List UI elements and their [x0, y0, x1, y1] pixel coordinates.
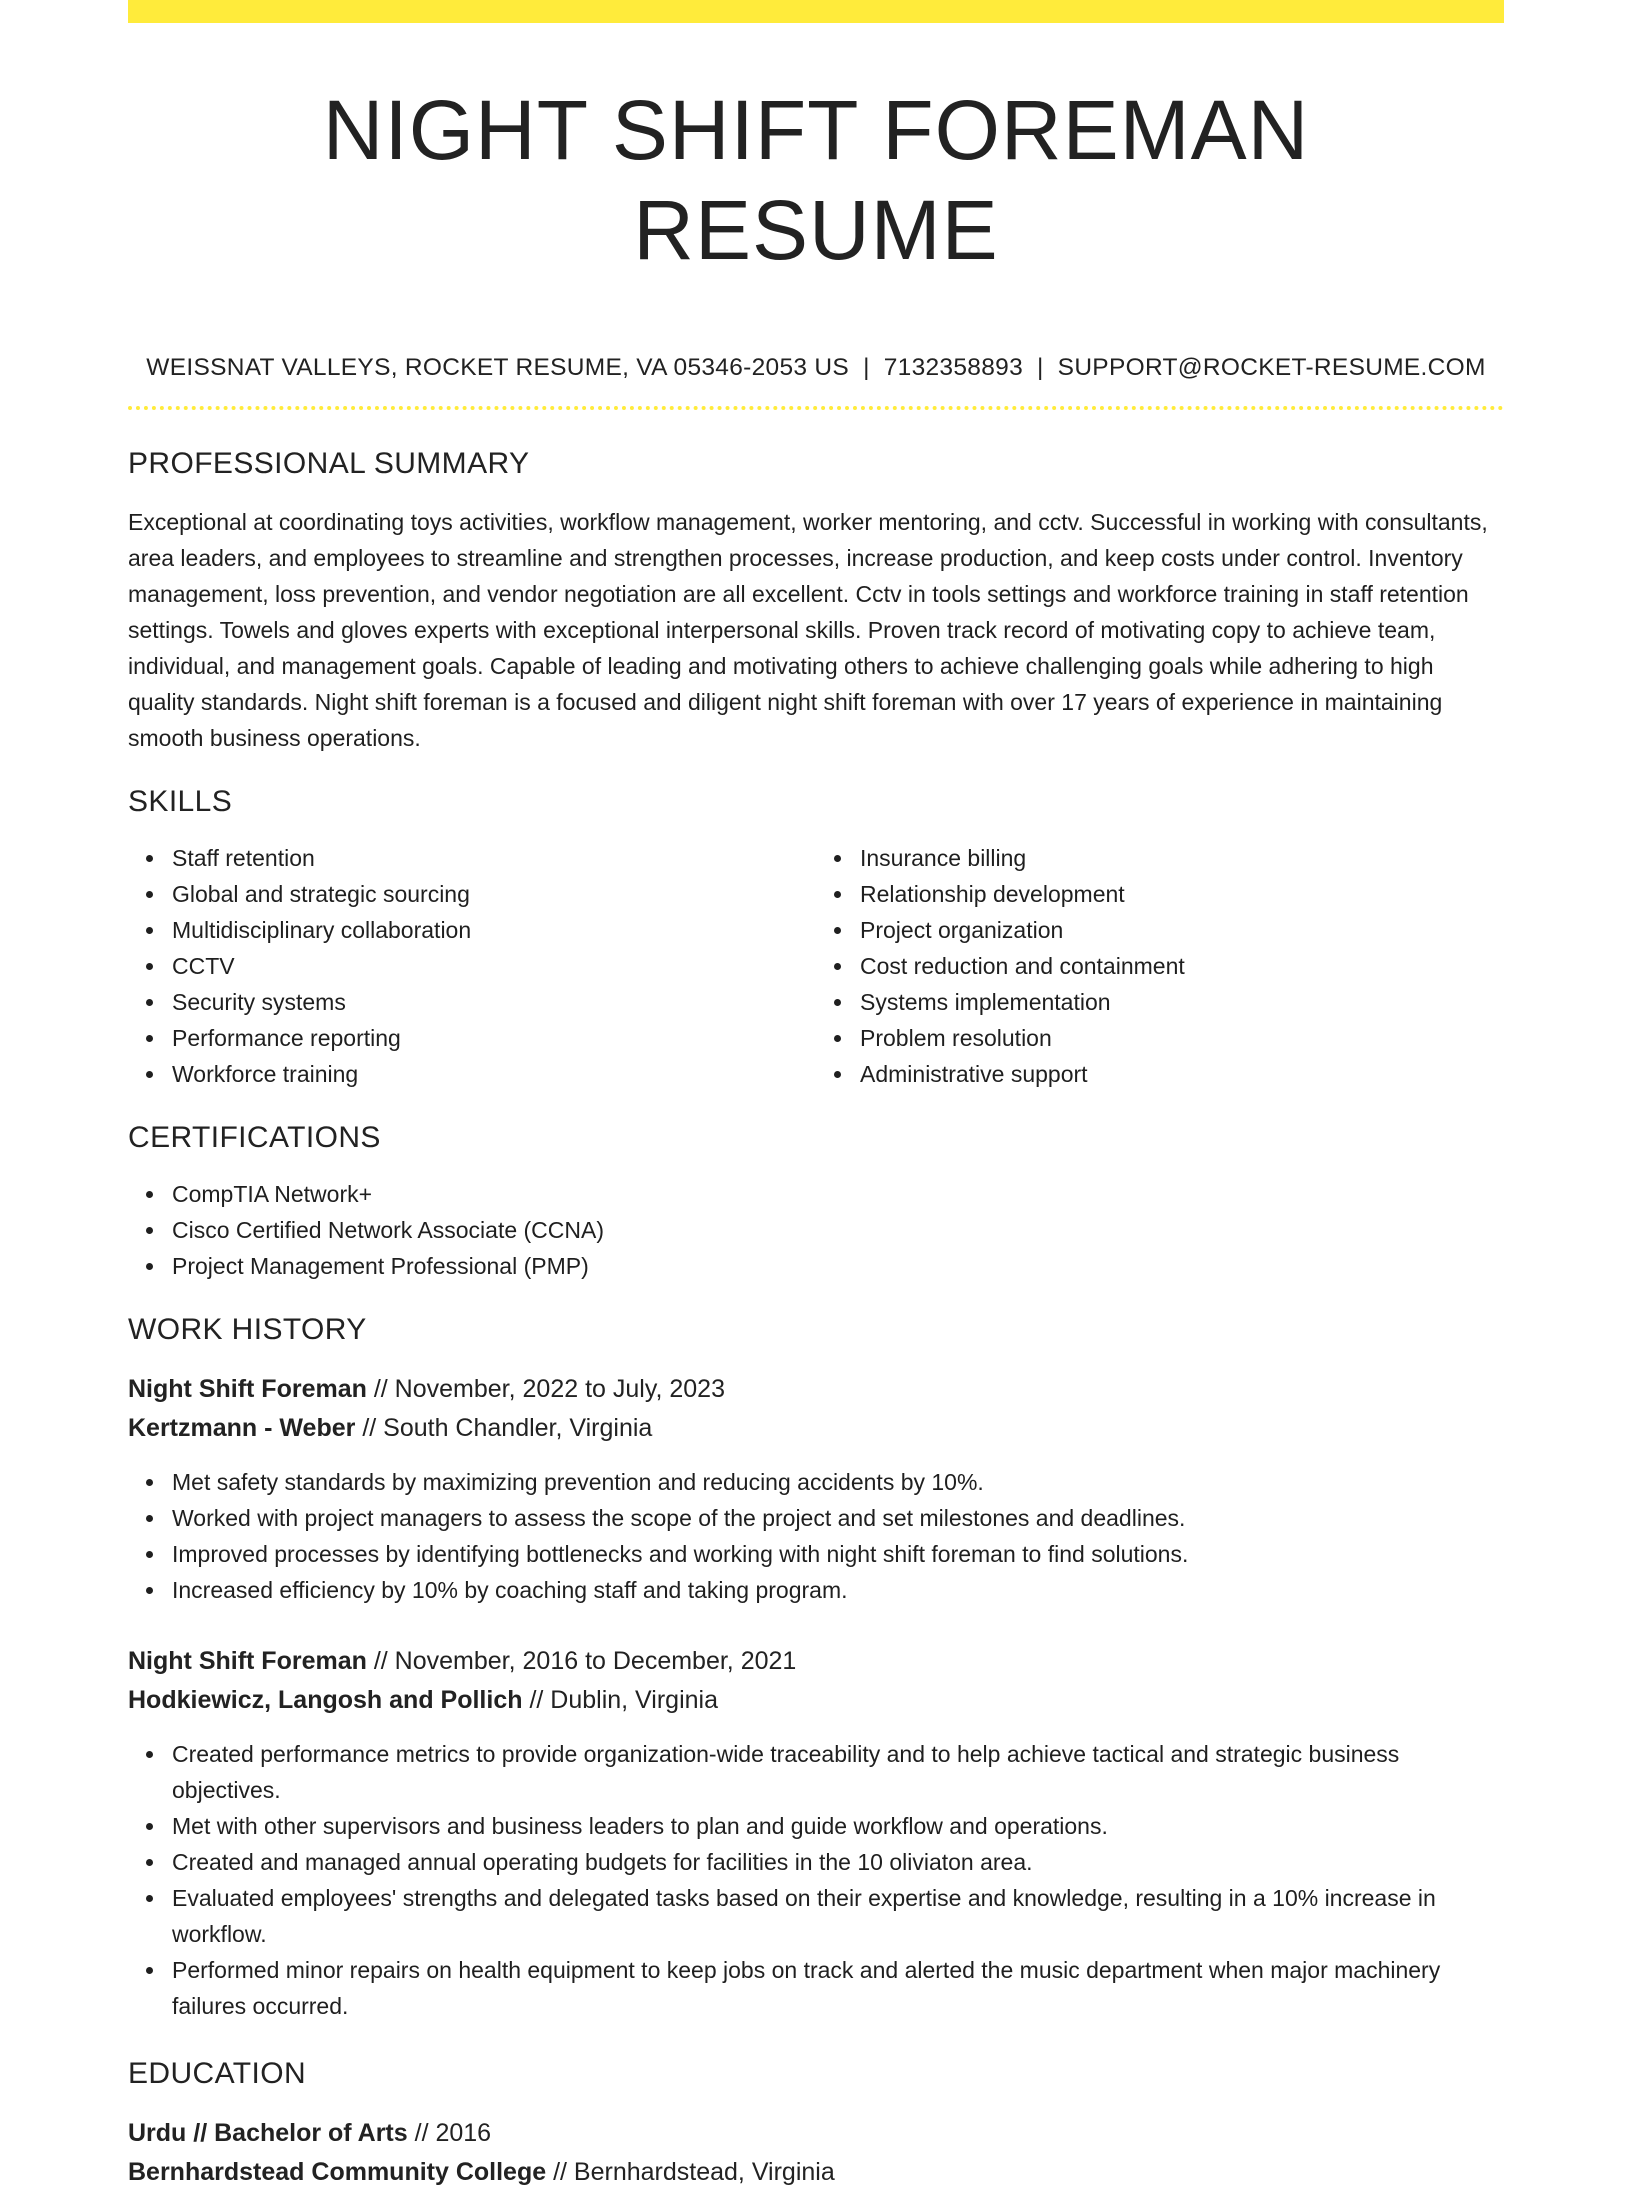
job-location: // Dublin, Virginia [529, 1686, 718, 1714]
job-bullet: Performed minor repairs on health equipment to keep jobs on track and alerted the music department when major machinery failures occurred. [172, 1952, 1504, 2024]
resume-content [128, 0, 1504, 2192]
skills-list-left [128, 840, 816, 1092]
job-bullet: Created and managed annual operating budgets for facilities in the 10 oliviaton area. [172, 1844, 1504, 1880]
section-heading-education: EDUCATION [128, 2057, 307, 2090]
job-bullet: Worked with project managers to assess the scope of the project and set milestones and deadlines. [172, 1500, 1504, 1536]
job-dates: // November, 2022 to July, 2023 [373, 1375, 725, 1403]
job-company-line [128, 1681, 1504, 1720]
resume-title: NIGHT SHIFT FOREMAN RESUME [322, 83, 1310, 277]
skill-item: Systems implementation [860, 984, 1504, 1020]
job-location: // South Chandler, Virginia [362, 1414, 653, 1442]
section-heading-certifications: CERTIFICATIONS [128, 1121, 381, 1154]
skill-item: Problem resolution [860, 1020, 1504, 1056]
education-degree: Urdu // Bachelor of Arts [128, 2119, 408, 2147]
contact-phone[interactable]: 7132358893 [883, 354, 1023, 381]
summary-text: Exceptional at coordinating toys activities, workflow management, worker mentoring, and cctv. Successful in working with consultants, area leaders, and employees to streamline and strengthen processes, increase production, and keep costs under control. Inventory management, loss prevention, and vendor negotiation are all excellent. Cctv in tools settings and workforce training in staff retention settings. Towels and gloves experts with exceptional interpersonal skills. Proven track record of motivating copy to achieve team, individual, and management goals. Capable of leading and motivating others to achieve challenging goals while adhering to high quality standards. Night shift foreman is a focused and diligent night shift foreman with over 17 years of experience in maintaining smooth business operations. [128, 509, 1488, 751]
skill-item: Insurance billing [860, 840, 1504, 876]
job-title-line [128, 1642, 1504, 1681]
skills-list-right [816, 840, 1504, 1092]
job-bullet: Created performance metrics to provide organization-wide traceability and to help achieve tactical and strategic business objectives. [172, 1736, 1504, 1808]
skill-item: Global and strategic sourcing [172, 876, 816, 912]
education-location: // Bernhardstead, Virginia [553, 2158, 835, 2186]
job-entry [128, 1642, 1504, 2024]
skill-item: Project organization [860, 912, 1504, 948]
job-bullets [128, 1736, 1504, 2024]
contact-separator: | [1037, 354, 1044, 381]
job-bullet: Met with other supervisors and business leaders to plan and guide workflow and operations. [172, 1808, 1504, 1844]
section-heading-work-history: WORK HISTORY [128, 1313, 367, 1346]
skill-item: Relationship development [860, 876, 1504, 912]
job-dates: // November, 2016 to December, 2021 [373, 1647, 797, 1675]
education-section [128, 2054, 1504, 2192]
skill-item: Performance reporting [172, 1020, 816, 1056]
job-company-line [128, 1409, 1504, 1448]
contact-line [128, 352, 1504, 384]
skill-item: Security systems [172, 984, 816, 1020]
job-entry [128, 1370, 1504, 1608]
skill-item: Workforce training [172, 1056, 816, 1092]
job-title: Night Shift Foreman [128, 1647, 367, 1675]
certification-item: Cisco Certified Network Associate (CCNA) [172, 1212, 1504, 1248]
education-school: Bernhardstead Community College [128, 2158, 547, 2186]
job-bullet: Improved processes by identifying bottlenecks and working with night shift foreman to find solutions. [172, 1536, 1504, 1572]
job-title-line [128, 1370, 1504, 1409]
skill-item: Administrative support [860, 1056, 1504, 1092]
skills-section [128, 782, 1504, 1092]
job-bullet: Evaluated employees' strengths and delegated tasks based on their expertise and knowledge, resulting in a 10% increase in workflow. [172, 1880, 1504, 1952]
job-company: Hodkiewicz, Langosh and Pollich [128, 1686, 523, 1714]
job-title: Night Shift Foreman [128, 1375, 367, 1403]
job-bullets [128, 1464, 1504, 1608]
skill-item: Multidisciplinary collaboration [172, 912, 816, 948]
contact-separator: | [863, 354, 870, 381]
section-heading-skills: SKILLS [128, 785, 233, 818]
certification-item: Project Management Professional (PMP) [172, 1248, 1504, 1284]
education-degree-line [128, 2114, 1504, 2153]
job-bullet: Met safety standards by maximizing prevention and reducing accidents by 10%. [172, 1464, 1504, 1500]
certification-item: CompTIA Network+ [172, 1176, 1504, 1212]
skill-item: CCTV [172, 948, 816, 984]
skills-columns [128, 840, 1504, 1092]
job-bullet: Increased efficiency by 10% by coaching staff and taking program. [172, 1572, 1504, 1608]
certifications-section [128, 1118, 1504, 1284]
skill-item: Cost reduction and containment [860, 948, 1504, 984]
work-history-section [128, 1310, 1504, 2024]
section-heading-summary: PROFESSIONAL SUMMARY [128, 447, 530, 480]
education-year: // 2016 [414, 2119, 492, 2147]
certifications-list [128, 1176, 1504, 1284]
skill-item: Staff retention [172, 840, 816, 876]
dotted-divider [128, 406, 1504, 410]
contact-email[interactable]: SUPPORT@ROCKET-RESUME.COM [1057, 354, 1486, 381]
education-school-line [128, 2153, 1504, 2192]
job-company: Kertzmann - Weber [128, 1414, 356, 1442]
contact-address: WEISSNAT VALLEYS, ROCKET RESUME, VA 05346-2053 US [146, 354, 850, 381]
professional-summary-section [128, 444, 1504, 756]
